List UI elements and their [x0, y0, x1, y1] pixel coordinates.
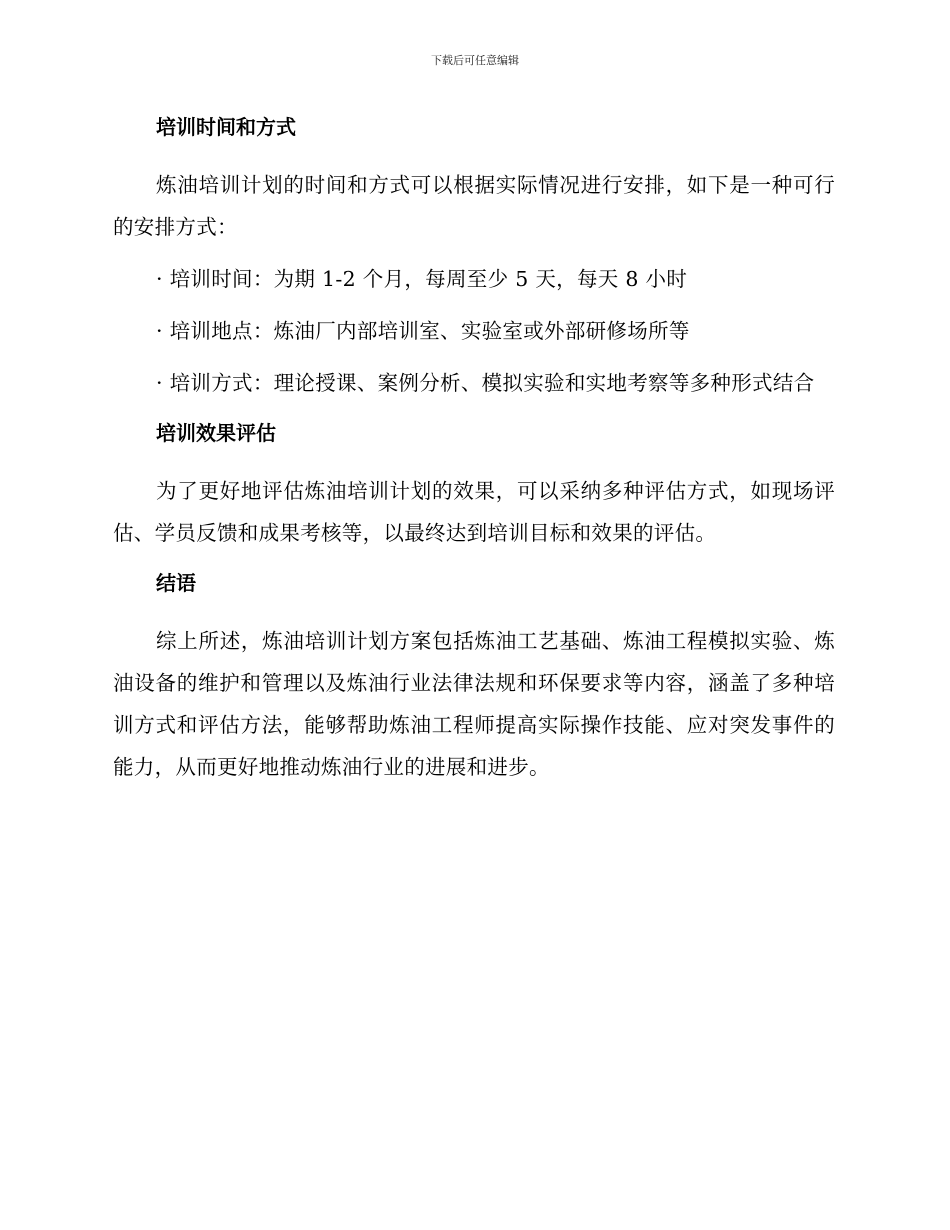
- document-content: [113, 112, 835, 788]
- page-header: 下载后可任意编辑: [431, 54, 519, 67]
- bullet-training-location: · 培训地点：炼油厂内部培训室、实验室或外部研修场所等: [156, 319, 690, 343]
- section-title-conclusion: 结语: [156, 571, 196, 595]
- paragraph-conclusion: 综上所述，炼油培训计划方案包括炼油工艺基础、炼油工程模拟实验、炼油设备的维护和管理以及炼油行业法律法规和环保要求等内容，涵盖了多种培训方式和评估方法，能够帮助炼油工程师提高实际操作技能、应对突发事件的能力，从而更好地推动炼油行业的进展和进步。: [113, 629, 835, 779]
- bullet-training-time: · 培训时间：为期 1-2 个月，每周至少 5 天，每天 8 小时: [156, 267, 688, 291]
- section-gap: [113, 554, 835, 568]
- section-title-evaluation: 培训效果评估: [156, 421, 276, 445]
- paragraph-training-intro: 炼油培训计划的时间和方式可以根据实际情况进行安排，如下是一种可行的安排方式：: [113, 173, 835, 239]
- paragraph-evaluation: 为了更好地评估炼油培训计划的效果，可以采纳多种评估方式，如现场评估、学员反馈和成果考核等，以最终达到培训目标和效果的评估。: [113, 479, 835, 545]
- bullet-training-method: · 培训方式：理论授课、案例分析、模拟实验和实地考察等多种形式结合: [156, 371, 815, 395]
- section-gap: [113, 404, 835, 418]
- section-title-training-time: 培训时间和方式: [156, 115, 296, 139]
